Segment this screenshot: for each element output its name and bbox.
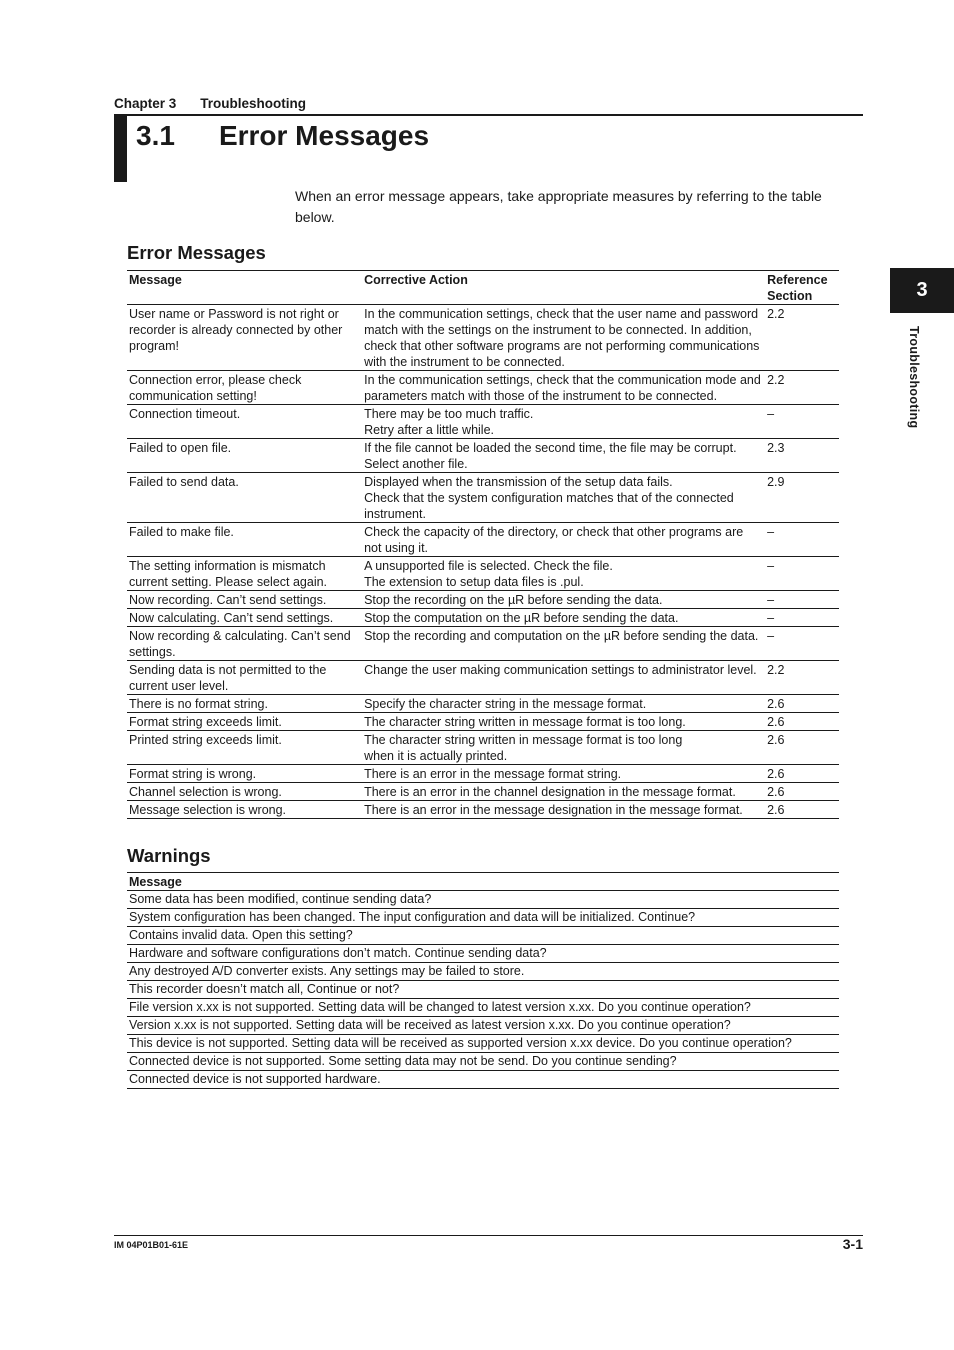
error-message-cell: Now calculating. Can’t send settings. [127,609,362,627]
reference-section-cell: – [763,591,839,609]
table-row [127,981,839,999]
error-message-cell: Connection error, please check communication setting! [127,371,362,405]
error-message-cell: Format string exceeds limit. [127,713,362,731]
warning-message-cell: This recorder doesn’t match all, Continue or not? [127,981,839,999]
error-messages-table [127,270,839,819]
corrective-action-cell: If the file cannot be loaded the second time, the file may be corrupt. Select another file. [362,439,763,473]
warning-message-cell: This device is not supported. Setting data will be received as supported version x.xx device. Do you continue operation? [127,1035,839,1053]
table-row [127,891,839,909]
table-row [127,627,839,661]
error-message-cell: Sending data is not permitted to the current user level. [127,661,362,695]
warning-message-cell: System configuration has been changed. The input configuration and data will be initialized. Continue? [127,909,839,927]
warning-message-cell: File version x.xx is not supported. Setting data will be changed to latest version x.xx. Do you continue operation? [127,999,839,1017]
reference-section-cell: – [763,523,839,557]
corrective-action-cell: Stop the computation on the µR before sending the data. [362,609,763,627]
table-row [127,765,839,783]
warning-message-cell: Version x.xx is not supported. Setting data will be received as latest version x.xx. Do you continue operation? [127,1017,839,1035]
error-message-cell: Channel selection is wrong. [127,783,362,801]
warning-message-cell: Connected device is not supported hardware. [127,1071,839,1089]
table-row [127,305,839,371]
table-header-row [127,271,839,305]
corrective-action-cell: There is an error in the message format string. [362,765,763,783]
footer-rule [114,1235,863,1236]
table-row [127,801,839,819]
reference-section-cell: 2.6 [763,783,839,801]
error-messages-heading: Error Messages [127,242,266,263]
chapter-tab: 3 [890,268,954,313]
table-row [127,405,839,439]
table-row [127,731,839,765]
table-row [127,1035,839,1053]
warning-message-cell: Connected device is not supported. Some setting data may not be send. Do you continue sending? [127,1053,839,1071]
warnings-table-body [127,891,839,1089]
corrective-action-cell: Stop the recording and computation on the µR before sending the data. [362,627,763,661]
reference-section-cell: 2.2 [763,371,839,405]
table-header-row [127,873,839,891]
error-message-cell: Message selection is wrong. [127,801,362,819]
title-bar [114,114,127,182]
warning-message-cell: Hardware and software configurations don’t match. Continue sending data? [127,945,839,963]
error-table-body [127,305,839,819]
column-header-action: Corrective Action [362,271,763,305]
reference-section-cell: 2.3 [763,439,839,473]
reference-section-cell: 2.6 [763,801,839,819]
reference-section-cell: – [763,627,839,661]
error-message-cell: Failed to open file. [127,439,362,473]
error-message-cell: Failed to make file. [127,523,362,557]
section-title-text: Error Messages [218,120,430,151]
reference-section-cell: 2.6 [763,695,839,713]
reference-section-cell: 2.2 [763,661,839,695]
error-message-cell: Failed to send data. [127,473,362,523]
warning-message-cell: Some data has been modified, continue sending data? [127,891,839,909]
document-id: IM 04P01B01-61E [114,1240,189,1250]
corrective-action-cell: Stop the recording on the µR before sending the data. [362,591,763,609]
error-message-cell: There is no format string. [127,695,362,713]
warnings-table [127,872,839,1089]
chapter-title: Troubleshooting [200,96,307,111]
error-message-cell: Connection timeout. [127,405,362,439]
corrective-action-cell: The character string written in message format is too long when it is actually printed. [362,731,763,765]
chapter-header [114,96,306,111]
column-header-reference: Reference Section [763,271,839,305]
reference-section-cell: – [763,405,839,439]
error-message-cell: Now recording. Can’t send settings. [127,591,362,609]
page-number: 3-1 [842,1236,863,1252]
header-rule [114,114,863,116]
corrective-action-cell: There may be too much traffic. Retry after a little while. [362,405,763,439]
table-row [127,473,839,523]
warning-message-cell: Any destroyed A/D converter exists. Any settings may be failed to store. [127,963,839,981]
reference-section-cell: 2.9 [763,473,839,523]
table-row [127,557,839,591]
column-header-message: Message [127,271,362,305]
table-row [127,945,839,963]
corrective-action-cell: The character string written in message format is too long. [362,713,763,731]
warnings-heading: Warnings [127,845,211,866]
table-row [127,713,839,731]
chapter-label: Chapter 3 [114,96,177,111]
corrective-action-cell: Specify the character string in the message format. [362,695,763,713]
corrective-action-cell: Change the user making communication settings to administrator level. [362,661,763,695]
reference-section-cell: – [763,557,839,591]
table-row [127,999,839,1017]
table-row [127,1071,839,1089]
warning-message-cell: Contains invalid data. Open this setting? [127,927,839,945]
corrective-action-cell: In the communication settings, check that the communication mode and parameters match with those of the instrument to be connected. [362,371,763,405]
error-message-cell: User name or Password is not right or recorder is already connected by other program! [127,305,362,371]
table-row [127,439,839,473]
section-title [136,120,429,152]
error-message-cell: The setting information is mismatch current setting. Please select again. [127,557,362,591]
table-row [127,695,839,713]
table-row [127,661,839,695]
reference-section-cell: 2.6 [763,713,839,731]
corrective-action-cell: A unsupported file is selected. Check the file. The extension to setup data files is .pul. [362,557,763,591]
corrective-action-cell: There is an error in the message designation in the message format. [362,801,763,819]
section-number: 3.1 [136,120,175,151]
corrective-action-cell: Check the capacity of the directory, or check that other programs are not using it. [362,523,763,557]
error-message-cell: Format string is wrong. [127,765,362,783]
chapter-tab-label: Troubleshooting [907,326,921,429]
table-row [127,783,839,801]
table-row [127,591,839,609]
table-row [127,1053,839,1071]
reference-section-cell: 2.6 [763,731,839,765]
corrective-action-cell: There is an error in the channel designation in the message format. [362,783,763,801]
reference-section-cell: 2.2 [763,305,839,371]
column-header-message: Message [127,873,839,891]
intro-paragraph: When an error message appears, take appropriate measures by referring to the table below. [295,188,822,225]
error-message-cell: Now recording & calculating. Can’t send settings. [127,627,362,661]
table-row [127,909,839,927]
table-row [127,963,839,981]
corrective-action-cell: In the communication settings, check that the user name and password match with the settings on the instrument to be connected. In addition, check that other software programs are not performing communications with the instrument to be connected. [362,305,763,371]
reference-section-cell: – [763,609,839,627]
error-message-cell: Printed string exceeds limit. [127,731,362,765]
table-row [127,523,839,557]
table-row [127,371,839,405]
table-row [127,927,839,945]
table-row [127,609,839,627]
corrective-action-cell: Displayed when the transmission of the setup data fails. Check that the system configuration matches that of the connected instrument. [362,473,763,523]
reference-section-cell: 2.6 [763,765,839,783]
table-row [127,1017,839,1035]
